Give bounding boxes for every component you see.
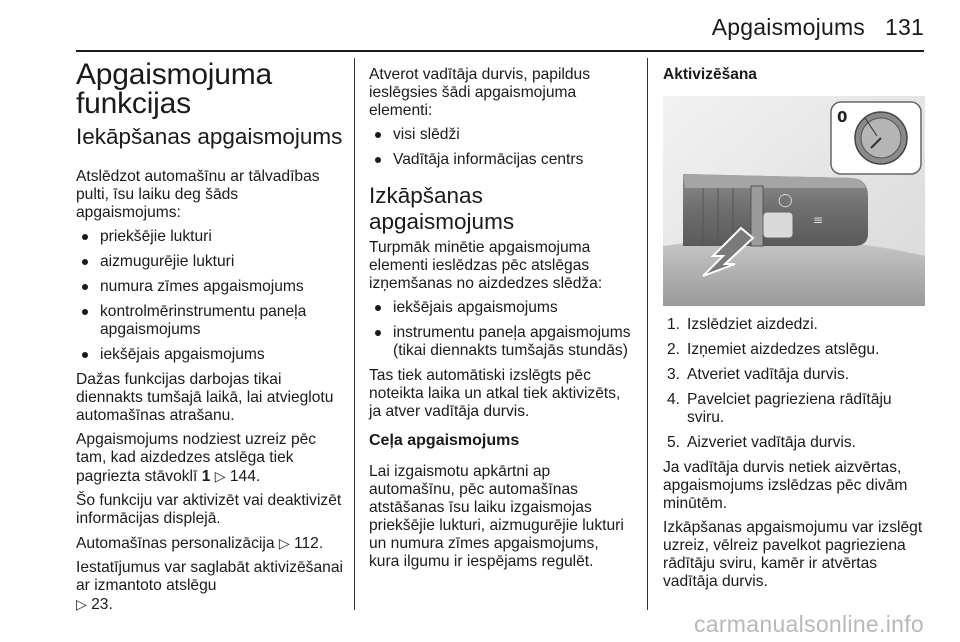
list-item: kontrolmērinstrumentu paneļa apgaismojums <box>76 303 344 339</box>
page-number: 131 <box>885 14 924 40</box>
step-text: Izslēdziet aizdedzi. <box>687 316 818 333</box>
svg-text:◯: ◯ <box>778 193 793 208</box>
paragraph: Tas tiek automātiski izslēgts pēc noteikta laika un atkal tiek aktivizēts, ja atver vadītāja durvis. <box>369 367 621 420</box>
step-number: 3. <box>667 366 681 383</box>
header-title: Apgaismojums <box>711 14 866 40</box>
page-reference[interactable]: 112. <box>293 535 324 552</box>
arrow-ref-icon: ▷ <box>278 535 290 551</box>
section-title: Iekāpšanas apgaismojums <box>76 124 343 149</box>
list-item <box>663 316 931 334</box>
list-item <box>663 366 931 384</box>
paragraph <box>76 431 344 486</box>
page-header <box>712 14 924 48</box>
step-number: 2. <box>667 341 681 358</box>
column-3 <box>663 66 931 597</box>
column-divider <box>354 58 355 610</box>
position-label: 1 <box>201 468 211 485</box>
intro-paragraph: Atslēdzot automašīnu ar tālvadības pulti, īsu laiku deg šāds apgaismojums: <box>76 168 320 221</box>
list-item: visi slēdži <box>369 126 631 144</box>
list-item: Vadītāja informācijas centrs <box>369 151 631 169</box>
list-item <box>663 391 931 427</box>
step-number: 5. <box>667 434 681 451</box>
intro-paragraph: Atverot vadītāja durvis, papildus ieslēgsies šādi apgaismojuma elementi: <box>369 66 591 119</box>
list-item <box>663 341 931 359</box>
column-2 <box>369 66 631 577</box>
bullet-list <box>369 126 631 169</box>
section-title: Izkāpšanas apgaismojums <box>369 183 515 234</box>
stalk-illustration <box>663 96 925 306</box>
paragraph-text: Iestatījumus var saglabāt aktivizēšanai ar izmantoto atslēgu <box>76 559 343 594</box>
list-item <box>663 434 931 452</box>
bullet-list <box>369 299 631 360</box>
subsection-title: Aktivizēšana <box>663 66 757 83</box>
arrow-ref-icon: ▷ <box>76 596 87 612</box>
key-position-label: 0 <box>837 108 848 126</box>
arrow-ref-icon: ▷ <box>214 468 226 484</box>
list-item: instrumentu paneļa apgaismojums (tikai diennakts tumšajās stundās) <box>369 324 631 360</box>
chapter-title-line2: funkcijas <box>76 87 191 120</box>
list-item: priekšējie lukturi <box>76 228 344 246</box>
column-divider <box>647 58 648 610</box>
paragraph: Šo funkciju var aktivizēt vai deaktivizēt informācijas displejā. <box>76 492 342 527</box>
paragraph: Lai izgaismotu apkārtni ap automašīnu, pēc automašīnas atstāšanas īsu laiku izgaismojas priekšējie lukturi, aizmugurējie lukturi un numura zīmes apgaismojums, kura ilgumu ir iespējams regulēt. <box>369 463 624 570</box>
paragraph: Izkāpšanas apgaismojumu var izslēgt uzreiz, vēlreiz pavelkot pagrieziena rādītāju sviru, kamēr ir atvērtas vadītāja durvis. <box>663 519 923 590</box>
turn-signal-lever-illustration <box>663 96 925 306</box>
paragraph-text: Apgaismojums nodziest uzreiz pēc tam, kad aizdedzes atslēga tiek pagriezta stāvoklī <box>76 431 317 485</box>
chapter-title-line1: Apgaismojuma <box>76 58 273 91</box>
paragraph: Ja vadītāja durvis netiek aizvērtas, apgaismojums izslēdzas pēc divām minūtēm. <box>663 459 908 512</box>
step-number: 4. <box>667 391 681 408</box>
paragraph <box>76 534 344 553</box>
step-text: Aizveriet vadītāja durvis. <box>687 434 857 451</box>
subsection-title: Ceļa apgaismojums <box>369 432 520 449</box>
svg-text:≡: ≡ <box>813 213 824 227</box>
step-text: Pavelciet pagrieziena rādītāju sviru. <box>687 391 892 426</box>
list-item: aizmugurējie lukturi <box>76 253 344 271</box>
list-item: iekšējais apgaismojums <box>76 346 344 364</box>
intro-paragraph: Turpmāk minētie apgaismojuma elementi ieslēdzas pēc atslēgas izņemšanas no aizdedzes slēdža: <box>369 239 603 292</box>
paragraph-text: Automašīnas personalizācija <box>76 535 275 552</box>
list-item: iekšējais apgaismojums <box>369 299 631 317</box>
page-reference[interactable]: 23. <box>91 596 113 613</box>
page-reference[interactable]: 144. <box>229 468 261 485</box>
paragraph <box>76 559 344 614</box>
step-number: 1. <box>667 316 681 333</box>
header-rule <box>76 50 924 52</box>
column-1 <box>76 58 344 620</box>
step-text: Izņemiet aizdedzes atslēgu. <box>687 341 880 358</box>
watermark: carmanualsonline.info <box>693 611 924 637</box>
chapter-title <box>76 60 344 118</box>
step-text: Atveriet vadītāja durvis. <box>687 366 850 383</box>
list-item: numura zīmes apgaismojums <box>76 278 344 296</box>
paragraph: Dažas funkcijas darbojas tikai diennakts tumšajā laikā, lai atvieglotu automašīnas atrašanu. <box>76 371 334 424</box>
bullet-list <box>76 228 344 364</box>
steps-list <box>663 316 931 452</box>
